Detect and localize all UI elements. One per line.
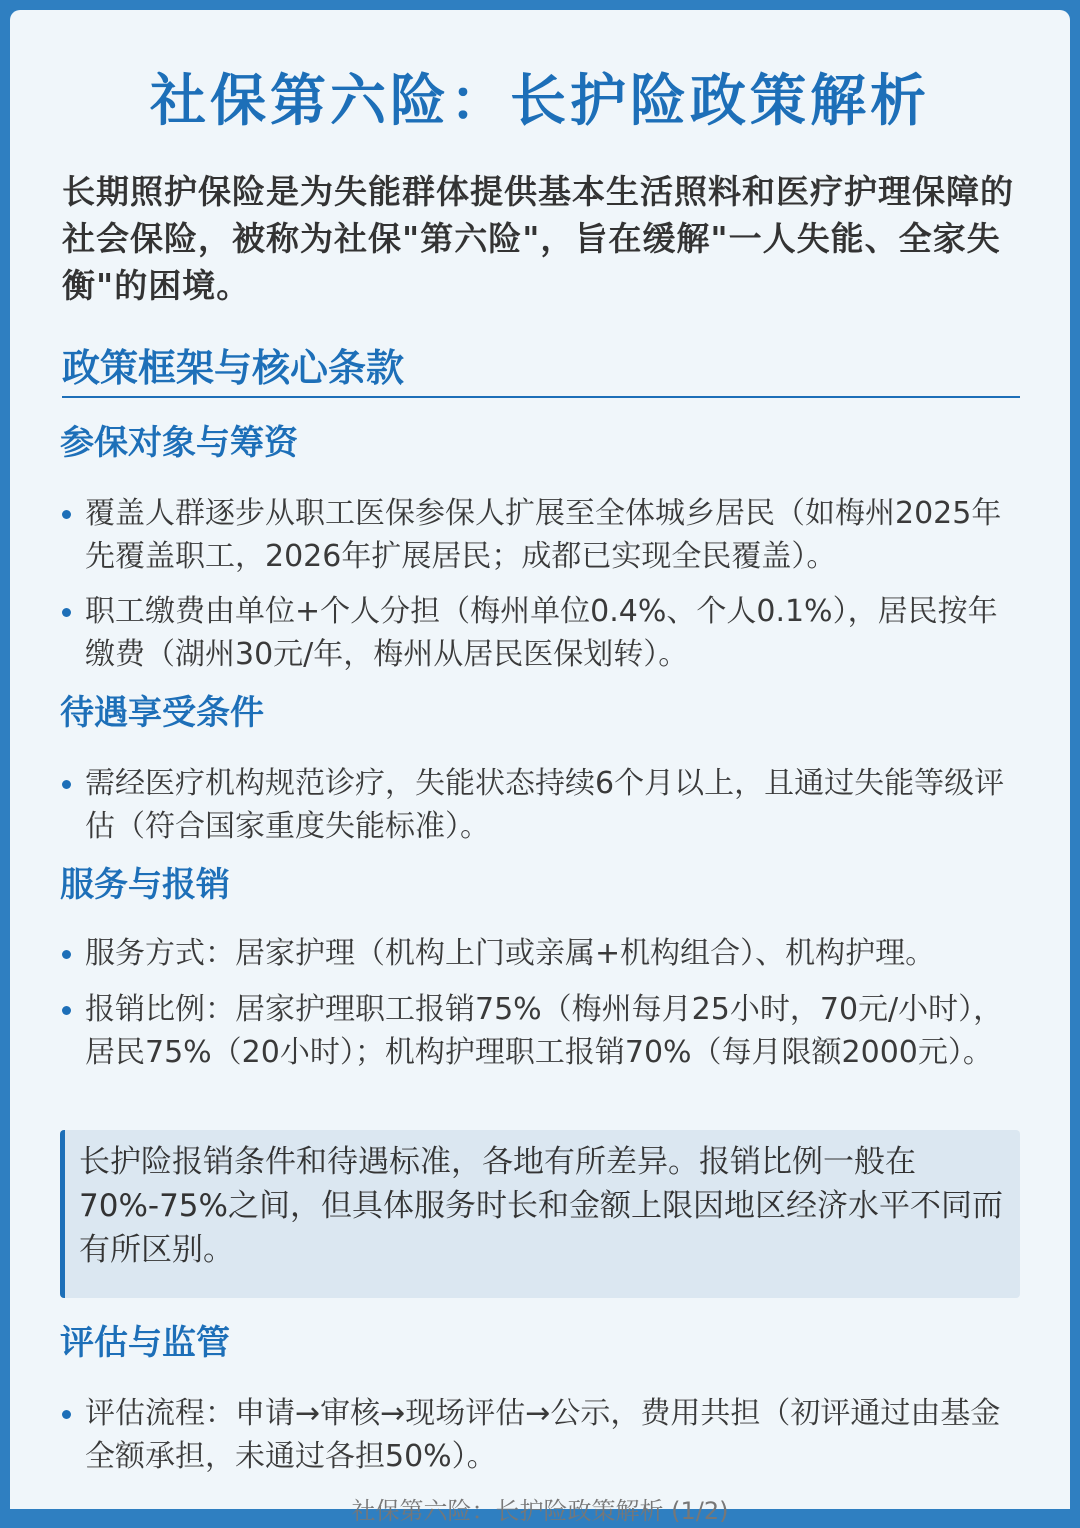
section-title: 政策框架与核心条款 xyxy=(62,346,405,390)
callout-text: 长护险报销条件和待遇标准，各地有所差异。报销比例一般在70%-75%之间，但具体服务时长和金额上限因地区经济水平不同而有所区别。 xyxy=(79,1144,1003,1268)
intro-paragraph: 长期照护保险是为失能群体提供基本生活照料和医疗护理保障的社会保险，被称为社保"第六险"，旨在缓解"一人失能、全家失衡"的困境。 xyxy=(62,172,1014,305)
list-item-text: 评估流程：申请→审核→现场评估→公示，费用共担（初评通过由基金全额承担，未通过各担50%）。 xyxy=(85,1396,1001,1474)
bullet-icon xyxy=(62,950,71,959)
list-item xyxy=(62,932,1022,975)
list-item-text: 覆盖人群逐步从职工医保参保人扩展至全体城乡居民（如梅州2025年先覆盖职工，2026年扩展居民；成都已实现全民覆盖）。 xyxy=(85,496,1002,574)
list-item xyxy=(62,590,1022,676)
bullet-icon xyxy=(62,608,71,617)
subsection-heading-assessment: 评估与监管 xyxy=(60,1323,230,1363)
note-callout xyxy=(60,1130,1020,1298)
list-item xyxy=(62,1392,1022,1478)
content-card xyxy=(10,10,1070,1525)
list-item xyxy=(62,988,1022,1074)
bullet-icon xyxy=(62,1006,71,1015)
bullet-icon xyxy=(62,510,71,519)
subsection-heading-enrollment: 参保对象与筹资 xyxy=(60,423,298,463)
bullet-icon xyxy=(62,1410,71,1419)
list-item-text: 报销比例：居家护理职工报销75%（梅州每月25小时，70元/小时），居民75%（20小时）；机构护理职工报销70%（每月限额2000元）。 xyxy=(85,992,1004,1070)
page-footer-caption: 社保第六险：长护险政策解析 (1/2) xyxy=(351,1497,729,1525)
section-divider xyxy=(62,396,1020,398)
bullet-icon xyxy=(62,780,71,789)
list-item-text: 职工缴费由单位+个人分担（梅州单位0.4%、个人0.1%），居民按年缴费（湖州30元/年，梅州从居民医保划转）。 xyxy=(85,594,998,672)
list-item xyxy=(62,492,1022,578)
page-title: 社保第六险：长护险政策解析 xyxy=(150,69,930,134)
subsection-heading-service: 服务与报销 xyxy=(60,865,230,905)
list-item-text: 需经医疗机构规范诊疗，失能状态持续6个月以上，且通过失能等级评估（符合国家重度失能标准）。 xyxy=(85,766,1005,844)
list-item-text: 服务方式：居家护理（机构上门或亲属+机构组合）、机构护理。 xyxy=(85,936,936,971)
subsection-heading-eligibility: 待遇享受条件 xyxy=(60,693,264,733)
list-item xyxy=(62,762,1022,848)
